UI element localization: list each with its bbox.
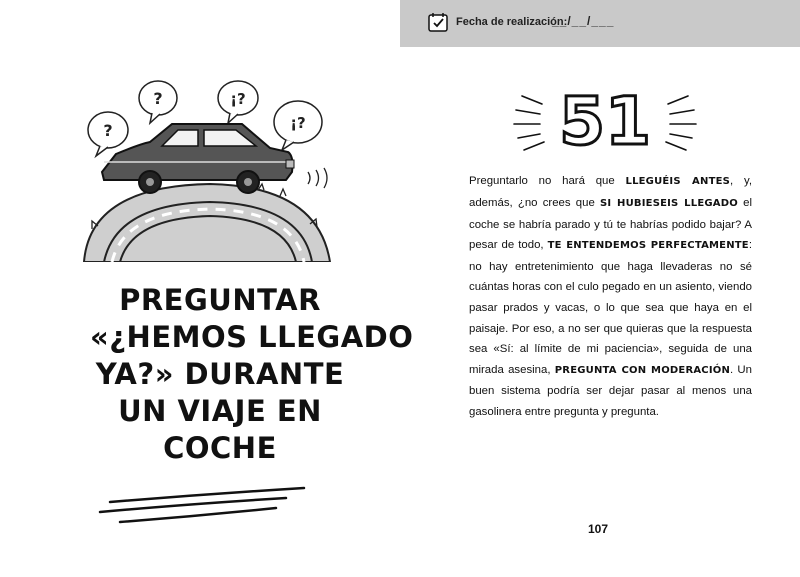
car-on-hill-illustration xyxy=(80,76,340,262)
bubble-text-4: ¡? xyxy=(290,114,306,132)
completion-date-label: Fecha de realización: xyxy=(456,16,568,28)
hill xyxy=(84,184,330,262)
body-text: . Un buen sistema podría ser dejar pasar al menos una gasolinera entre pregunta y pregunta. xyxy=(469,363,752,418)
title-line: «¿HEMOS LLEGADO xyxy=(90,320,414,354)
body-text: Preguntarlo no hará que xyxy=(469,175,626,188)
bubble-text-3: ¡? xyxy=(230,90,246,108)
completion-date-blank: __/__/___ xyxy=(552,14,615,28)
chapter-number-art xyxy=(512,82,698,156)
body-text: : no hay entretenimiento que haga llevaderas no sé cuántas horas con el culo pegado en un asiento, viendo pasar prados y vacas, o lo que sea que haya en el paisaje. Por eso, a no ser que quieras que la respuesta sea «Sí: al límite de mi paciencia», seguida de una mirada asesina, xyxy=(469,239,752,376)
sunburst-lines-right xyxy=(666,96,696,150)
sunburst-lines-left xyxy=(514,96,544,150)
page-number: 107 xyxy=(588,522,609,536)
bubble-text-1: ? xyxy=(103,121,113,140)
speech-bubble-2 xyxy=(139,81,177,123)
chapter-number: 51 xyxy=(559,83,651,156)
title-line: UN VIAJE EN xyxy=(118,394,322,428)
decorative-underline xyxy=(98,486,308,526)
body-paragraph xyxy=(469,171,752,422)
emphasis-text: PREGUNTA CON MODERACIÓN xyxy=(554,364,731,376)
speech-bubble-4 xyxy=(274,101,322,150)
body-text: , y, además, ¿no crees que xyxy=(469,175,752,209)
right-page xyxy=(400,0,800,577)
speech-bubble-1 xyxy=(88,112,128,156)
title-line: COCHE xyxy=(163,431,277,465)
emphasis-text: TE ENTENDEMOS PERFECTAMENTE xyxy=(547,240,749,252)
bubble-text-2: ? xyxy=(153,89,163,108)
emphasis-text: SI HUBIESEIS LLEGADO xyxy=(600,197,738,209)
body-text: el coche se habría parado y tú te habrías podido bajar? A pesar de todo, xyxy=(469,196,752,252)
page-title xyxy=(90,282,414,467)
emphasis-text: LLEGUÉIS ANTES xyxy=(625,176,731,188)
title-line: PREGUNTAR xyxy=(119,283,321,317)
speech-bubble-3 xyxy=(218,81,258,123)
title-line: YA?» DURANTE xyxy=(95,357,345,391)
